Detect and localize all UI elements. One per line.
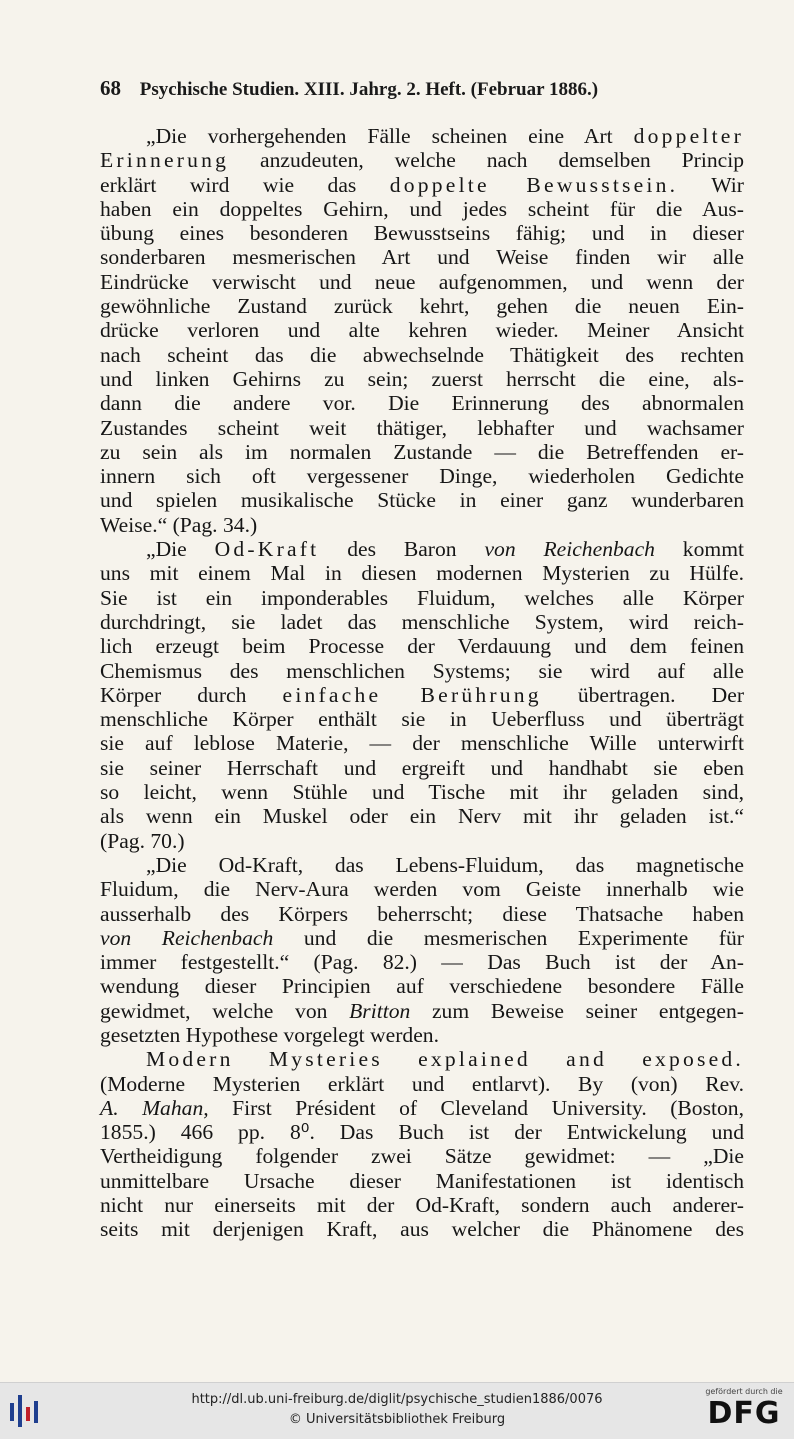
text-line — [100, 902, 744, 926]
text-line — [100, 440, 744, 464]
text-run: kommt — [654, 537, 744, 562]
text-run: (Moderne Mysterien erklärt und entlarvt). By (von) Rev. — [100, 1071, 744, 1096]
running-title: Psychische Studien. XIII. Jahrg. 2. Heft. (Februar 1886.) — [139, 79, 599, 100]
text-line — [100, 270, 744, 294]
text-run: und spielen musikalische Stücke in einer ganz wunderbaren — [100, 488, 744, 513]
text-run: lich erzeugt beim Processe der Verdauung und dem feinen — [100, 634, 744, 659]
text-line — [100, 1217, 744, 1241]
dfg-logo — [702, 1387, 786, 1435]
text-line — [100, 537, 744, 561]
text-run: „Die Od-Kraft, das Lebens-Fluidum, das magnetische — [146, 852, 744, 877]
dfg-tagline: gefördert durch die — [705, 1387, 783, 1396]
text-line — [100, 197, 744, 221]
text-line — [100, 124, 744, 148]
text-run: „Die vorhergehenden Fälle scheinen eine Art — [146, 124, 634, 148]
text-run: Sie ist ein imponderables Fluidum, welches alle Körper — [100, 585, 744, 610]
text-run: doppelte Bewusstsein. — [389, 172, 679, 197]
text-line — [100, 634, 744, 658]
text-line — [100, 1193, 744, 1217]
text-line — [100, 1120, 744, 1144]
text-line — [100, 1047, 744, 1071]
text-run: ausserhalb des Körpers beherrscht; diese Thatsache haben — [100, 901, 744, 926]
text-line — [100, 221, 744, 245]
text-run: Chemismus des menschlichen Systems; sie wird auf alle — [100, 658, 744, 683]
text-line — [100, 148, 744, 172]
text-line — [100, 464, 744, 488]
copyright-notice: © Universitätsbibliothek Freiburg — [288, 1412, 506, 1427]
text-run: sonderbaren mesmerischen Art und Weise finden wir alle — [100, 245, 744, 270]
text-line — [100, 731, 744, 755]
text-run: wendung dieser Principien auf verschiedene besondere Fälle — [100, 974, 744, 999]
text-run: 1855.) 466 pp. 8⁰. Das Buch ist der Entwickelung und — [100, 1120, 744, 1145]
text-run: und die mesmerischen Experimente für — [273, 925, 744, 950]
text-run: drücke verloren und alte kehren wieder. Meiner Ansicht — [100, 318, 744, 343]
text-run: Wir — [678, 172, 744, 197]
text-run: Britton — [349, 998, 411, 1023]
text-line — [100, 343, 744, 367]
text-line — [100, 245, 744, 269]
text-line — [100, 1169, 744, 1193]
text-run: Weise.“ (Pag. 34.) — [100, 512, 258, 537]
text-line — [100, 1096, 744, 1120]
footer-bar — [0, 1382, 794, 1439]
text-line — [100, 877, 744, 901]
text-run: so leicht, wenn Stühle und Tische mit ihr geladen sind, — [100, 780, 744, 805]
text-line — [100, 950, 744, 974]
text-run: A. Mahan, — [100, 1095, 209, 1120]
text-run: Zustandes scheint weit thätiger, lebhafter und wachsamer — [100, 415, 744, 440]
text-line — [100, 780, 744, 804]
text-run: nach scheint das die abwechselnde Thätigkeit des rechten — [100, 342, 744, 367]
text-run: doppelter — [633, 124, 744, 148]
text-run: Körper durch — [100, 682, 283, 707]
text-line — [100, 586, 744, 610]
text-line — [100, 1072, 744, 1096]
text-run: erklärt wird wie das — [100, 172, 390, 197]
text-run: sie seiner Herrschaft und ergreift und handhabt sie eben — [100, 755, 744, 780]
text-run: als wenn ein Muskel oder ein Nerv mit ihr geladen ist.“ — [100, 804, 744, 829]
text-run: Fluidum, die Nerv-Aura werden vom Geiste innerhalb wie — [100, 877, 744, 902]
text-line — [100, 416, 744, 440]
page-number: 68 — [100, 76, 121, 100]
text-line — [100, 829, 744, 853]
text-line — [100, 294, 744, 318]
text-line — [100, 707, 744, 731]
text-run: gewöhnliche Zustand zurück kehrt, gehen die neuen Ein- — [100, 294, 744, 319]
text-run: einfache Berührung — [282, 682, 542, 707]
text-run: First Président of Cleveland University. (Boston, — [208, 1095, 744, 1120]
text-line — [100, 804, 744, 828]
text-line — [100, 391, 744, 415]
text-run: von Reichenbach — [484, 537, 655, 562]
text-run: „Die — [146, 537, 215, 562]
text-run: nicht nur einerseits mit der Od-Kraft, sondern auch anderer- — [100, 1193, 744, 1218]
text-line — [100, 683, 744, 707]
text-run: und linken Gehirns zu sein; zuerst herrscht die eine, als- — [100, 366, 744, 391]
text-run: haben ein doppeltes Gehirn, und jedes scheint für die Aus- — [100, 196, 744, 221]
text-run: innern sich oft vergessener Dinge, wiederholen Gedichte — [100, 464, 744, 489]
text-run: anzudeuten, welche nach demselben Princip — [229, 148, 744, 173]
source-url[interactable]: http://dl.ub.uni-freiburg.de/diglit/psychische_studien1886/0076 — [191, 1392, 603, 1407]
text-line — [100, 318, 744, 342]
dfg-wordmark: DFG — [707, 1396, 781, 1431]
text-line — [100, 1023, 744, 1047]
text-line — [100, 974, 744, 998]
text-line — [100, 1144, 744, 1168]
running-header — [100, 76, 712, 101]
text-run: durchdringt, sie ladet das menschliche System, wird reich- — [100, 609, 744, 634]
text-run: sie auf leblose Materie, — der menschliche Wille unterwirft — [100, 731, 744, 756]
text-run: von Reichenbach — [100, 925, 274, 950]
text-line — [100, 756, 744, 780]
text-run: Erinnerung — [100, 148, 230, 173]
text-line — [100, 999, 744, 1023]
text-run: uns mit einem Mal in diesen modernen Mysterien zu Hülfe. — [100, 561, 744, 586]
text-run: seits mit derjenigen Kraft, aus welcher die Phänomene des — [100, 1217, 744, 1242]
text-run: des Baron — [319, 537, 485, 562]
text-run: zum Beweise seiner entgegen- — [410, 998, 745, 1023]
text-line — [100, 610, 744, 634]
text-run: Od-Kraft — [214, 537, 320, 562]
text-run: menschliche Körper enthält sie in Ueberfluss und überträgt — [100, 707, 744, 732]
text-run: gesetzten Hypothese vorgelegt werden. — [100, 1022, 439, 1047]
text-run: Vertheidigung folgender zwei Sätze gewidmet: — „Die — [100, 1144, 744, 1169]
text-line — [100, 926, 744, 950]
text-run: immer festgestellt.“ (Pag. 82.) — Das Buch ist der An- — [100, 950, 744, 975]
text-line — [100, 173, 744, 197]
text-run: unmittelbare Ursache dieser Manifestationen ist identisch — [100, 1168, 744, 1193]
text-line — [100, 659, 744, 683]
text-run: übung eines besonderen Bewusstseins fähig; und in dieser — [100, 221, 744, 246]
text-run: (Pag. 70.) — [100, 828, 185, 853]
text-run: übertragen. Der — [541, 682, 745, 707]
text-line — [100, 561, 744, 585]
text-line — [100, 853, 744, 877]
text-run: Modern Mysteries explained and exposed. — [146, 1047, 744, 1072]
body-text — [100, 124, 744, 1242]
text-line — [100, 513, 744, 537]
text-line — [100, 488, 744, 512]
text-run: gewidmet, welche von — [100, 998, 350, 1023]
text-run: Eindrücke verwischt und neue aufgenommen, und wenn der — [100, 269, 744, 294]
text-line — [100, 367, 744, 391]
text-run: dann die andere vor. Die Erinnerung des abnormalen — [100, 391, 744, 416]
text-run: zu sein als im normalen Zustande — die Betreffenden er- — [100, 439, 744, 464]
